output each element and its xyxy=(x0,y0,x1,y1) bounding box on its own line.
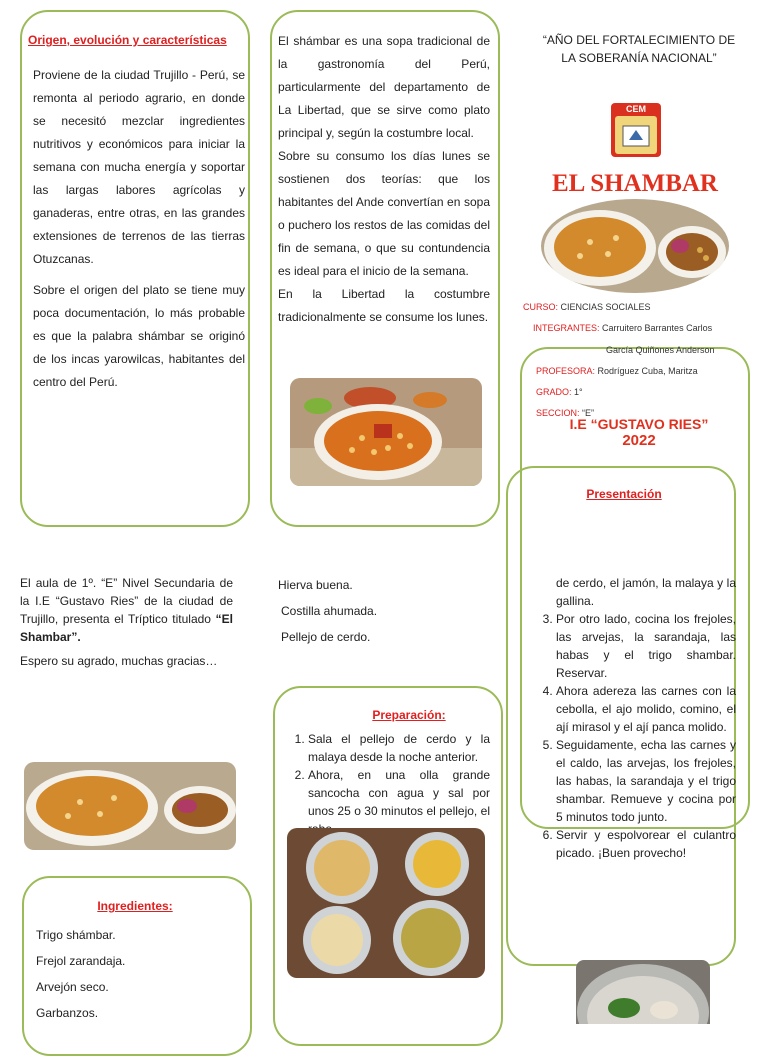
integrantes-label: INTEGRANTES: xyxy=(533,323,600,333)
preparation-step: 1. Sala el pellejo de cerdo y la malaya desde la noche anterior. xyxy=(308,730,490,766)
presentation-text xyxy=(20,574,233,670)
ingredient-item: Trigo shámbar. xyxy=(36,928,116,942)
integrantes-value-2: García Quiñones Anderson xyxy=(606,345,715,355)
profesora-label: PROFESORA: xyxy=(536,366,596,376)
motto-line-1: “AÑO DEL FORTALECIMIENTO DE xyxy=(542,33,736,47)
description-paragraph-1: El shámbar es una sopa tradicional de la gastronomía del Perú, particularmente del departamento de La Libertad, que se sirve como plato principal y, según la costumbre local. xyxy=(278,34,490,140)
preparation-steps-1 xyxy=(286,730,490,838)
presentation-paragraph xyxy=(20,574,233,646)
legumes-photo xyxy=(287,828,485,978)
preparation-step: 6. Servir y espolvorear el culantro picado. ¡Buen provecho! xyxy=(556,826,736,862)
preparation-step: 4. Ahora adereza las carnes con la cebolla, el ajo molido, comino, el ají mirasol y el ají panca molido. xyxy=(556,682,736,736)
description-text xyxy=(278,30,490,329)
cover-photo xyxy=(540,198,730,294)
integrantes-value-1: Carruitero Barrantes Carlos xyxy=(602,323,713,333)
grado-line xyxy=(536,387,583,397)
seccion-value: “E” xyxy=(582,408,595,418)
curso-line xyxy=(523,302,651,312)
shambar-side-photo xyxy=(24,762,236,850)
school-year: 2022 xyxy=(622,432,656,449)
ingredients-list xyxy=(36,922,125,1026)
preparation-step: 3. Por otro lado, cocina los frejoles, las arvejas, la sarandaja, las habas y el trigo shambar. Reservar. xyxy=(556,610,736,682)
curso-label: CURSO: xyxy=(523,302,559,312)
preparation-step-continued: de cerdo, el jamón, la malaya y la gallina. xyxy=(556,576,736,608)
ingredient-item: Arvejón seco. xyxy=(36,980,109,994)
grado-label: GRADO: xyxy=(536,387,572,397)
origin-paragraph-2: Sobre el origen del plato se tiene muy poca documentación, lo más probable es que la palabra shámbar se originó de los incas yarowilcas, habitantes del centro del Perú. xyxy=(33,283,245,389)
motto-line-2: LA SOBERANÍA NACIONAL” xyxy=(561,51,717,65)
description-paragraph-3: En la Libertad la costumbre tradicionalmente se consume los lunes. xyxy=(278,287,490,324)
origin-text xyxy=(33,64,245,394)
preparation-step: 5. Seguidamente, echa las carnes y el caldo, las arvejas, los frejoles, las habas, la sarandaja y el trigo shambar. Remueve y cocina por 5 minutos todo junto. xyxy=(556,736,736,826)
presentation-closing: Espero su agrado, muchas gracias… xyxy=(20,654,218,668)
ingredient-item: Frejol zarandaja. xyxy=(36,954,126,968)
profesora-line xyxy=(536,366,698,376)
shambar-bowl-photo xyxy=(290,378,482,486)
curso-value: CIENCIAS SOCIALES xyxy=(560,302,651,312)
ingredients-list-continued xyxy=(278,572,377,650)
cooking-pot-photo xyxy=(576,960,710,1024)
integrantes-line-2 xyxy=(606,345,715,355)
cover-title: EL SHAMBAR xyxy=(551,170,718,197)
preparation-step: 2. Ahora, en una olla grande sancocha con agua y sal por unos 25 o 30 minutos el pellejo, el xyxy=(308,766,490,838)
origin-heading: Origen, evolución y características xyxy=(28,33,227,47)
ingredient-item: Garbanzos. xyxy=(36,1006,99,1020)
presentation-title: “El Shambar”. xyxy=(20,612,233,644)
seccion-label: SECCION: xyxy=(536,408,580,418)
school-name: I.E “GUSTAVO RIES” xyxy=(569,416,709,432)
ingredient-item: Costilla ahumada. xyxy=(281,604,378,618)
profesora-value: Rodríguez Cuba, Maritza xyxy=(597,366,698,376)
ingredient-item: Hierva buena. xyxy=(278,578,353,592)
logo-text: CEM xyxy=(626,104,646,114)
origin-paragraph-1: Proviene de la ciudad Trujillo - Perú, se remonta al periodo agrario, en donde se necesitó mezclar ingredientes nutritivos y económicos para iniciar la semana con mucha energía y soportar las largas labores agrícolas y ganaderas, entre otras, en las grandes extensiones de terrenos de las tierras Otuzcanas. xyxy=(33,68,245,266)
description-paragraph-2: Sobre su consumo los días lunes se sostienen dos teorías: que los habitantes del Ande convertían en sopa o puchero los restos de las comidas del fin de semana, o que su contundencia es ideal para el inicio de la semana. xyxy=(278,149,490,278)
grado-value: 1° xyxy=(574,387,583,397)
presentation-text-main: El aula de 1º. “E” Nivel Secundaria de la I.E “Gustavo Ries” de la ciudad de Trujillo, presenta el Tríptico titulado xyxy=(20,576,233,626)
preparation-heading: Preparación: xyxy=(372,708,446,722)
preparation-steps-2 xyxy=(530,574,736,862)
presentation-heading: Presentación xyxy=(586,487,662,501)
school-logo xyxy=(610,102,662,158)
integrantes-line xyxy=(533,323,712,333)
ingredient-item: Pellejo de cerdo. xyxy=(281,630,371,644)
ingredients-heading: Ingredientes: xyxy=(97,899,173,913)
